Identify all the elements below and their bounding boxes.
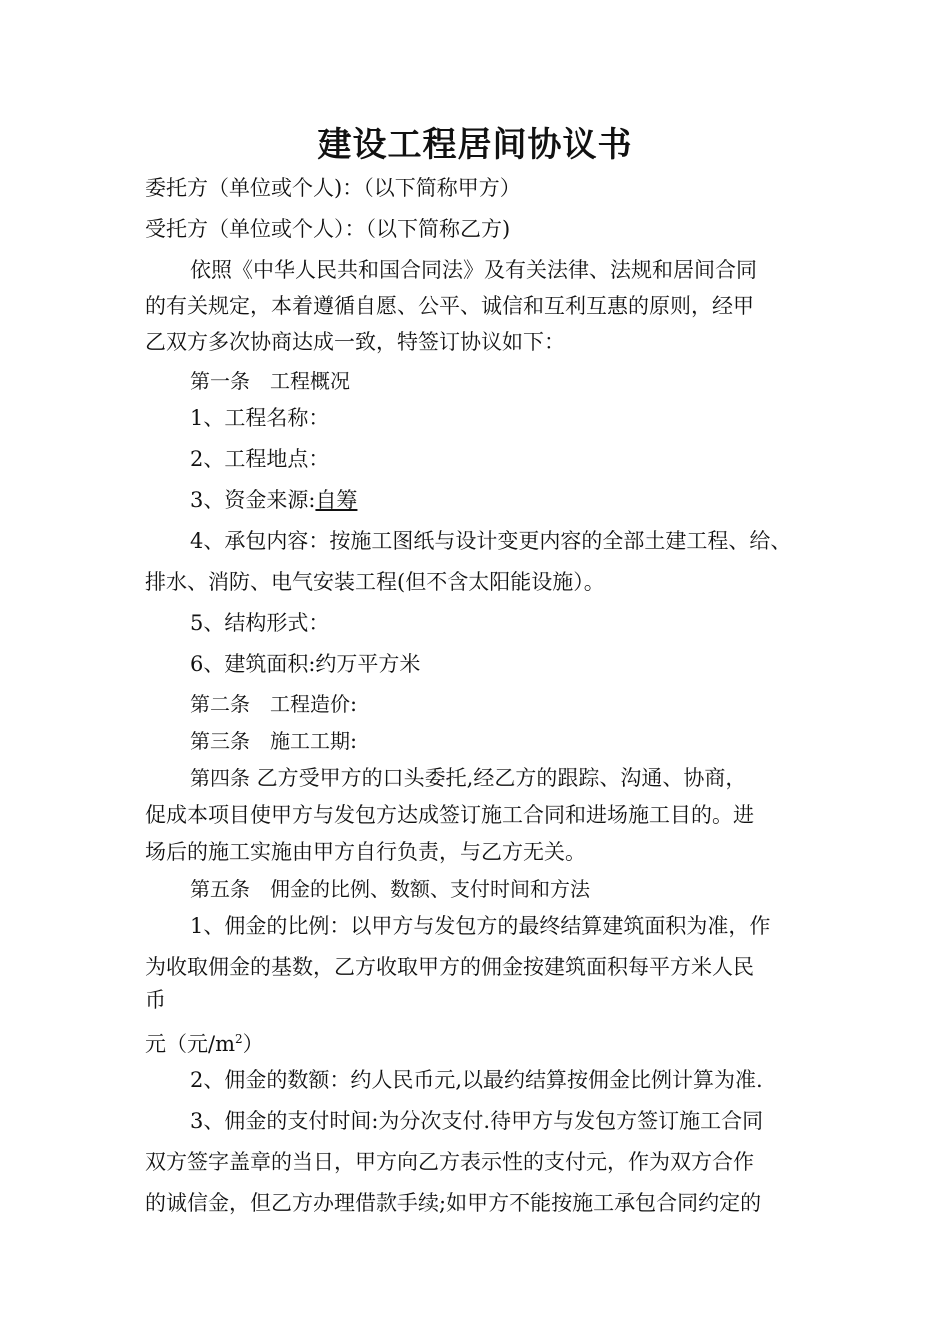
article-3-heading: 第三条 施工工期 [190, 729, 350, 753]
article-3-line [190, 727, 357, 755]
funding-value: 自筹 [315, 488, 358, 512]
party-b-line: 受托方（单位或个人）：（以下简称乙方) [145, 217, 511, 241]
article-4-text-1: 乙方受甲方的口头委托,经乙方的跟踪、沟通、协商， [250, 766, 747, 790]
article-5-item-3-line-1: 3、佣金的支付时间:为分次支付.待甲方与发包方签订施工合同 [190, 1109, 764, 1133]
party-a-line: 委托方（单位或个人)：（以下简称甲方） [145, 176, 521, 200]
article-1-heading: 第一条 工程概况 [190, 369, 350, 393]
article-3-suffix: : [350, 729, 358, 753]
article-1-item-6: 6、建筑面积:约万平方米 [190, 652, 421, 676]
article-5-heading: 第五条 佣金的比例、数额、支付时间和方法 [190, 877, 590, 901]
intro-line-2: 的有关规定，本着遵循自愿、公平、诚信和互利互惠的原则，经甲 [145, 294, 754, 318]
article-5-unit-line [145, 1025, 264, 1058]
article-1-item-4-line-2: 排水、消防、电气安装工程(但不含太阳能设施）。 [145, 570, 605, 594]
article-1-item-1: 1、工程名称： [190, 406, 330, 430]
article-5-item-3-line-3: 的诚信金，但乙方办理借款手续;如甲方不能按施工承包合同约定的 [145, 1191, 762, 1215]
article-2-suffix: : [350, 692, 358, 716]
article-2-line [190, 690, 357, 718]
article-5-item-2: 2、佣金的数额：约人民币元,以最约结算按佣金比例计算为准. [190, 1068, 763, 1092]
article-1-item-5: 5、结构形式： [190, 611, 330, 635]
article-1-item-4-line-1: 4、承包内容：按施工图纸与设计变更内容的全部土建工程、给、 [190, 529, 792, 553]
unit-prefix: 元（元/m [145, 1032, 235, 1056]
article-1-item-3 [190, 486, 357, 514]
article-5-item-3-line-2: 双方签字盖章的当日，甲方向乙方表示性的支付元，作为双方合作 [145, 1150, 754, 1174]
article-2-heading: 第二条 工程造价 [190, 692, 350, 716]
article-4-heading: 第四条 [190, 766, 250, 790]
article-5-item-1-line-2: 为收取佣金的基数，乙方收取甲方的佣金按建筑面积每平方米人民 [145, 955, 754, 979]
article-4-line-1 [190, 764, 746, 792]
intro-line-1: 依照《中华人民共和国合同法》及有关法律、法规和居间合同 [190, 258, 757, 282]
intro-line-3: 乙双方多次协商达成一致，特签订协议如下： [145, 330, 565, 354]
article-1-item-2: 2、工程地点： [190, 447, 330, 471]
article-5-item-1-line-1: 1、佣金的比例：以甲方与发包方的最终结算建筑面积为准，作 [190, 914, 771, 938]
document-title: 建设工程居间协议书 [317, 125, 633, 165]
article-4-line-2: 促成本项目使甲方与发包方达成签订施工合同和进场施工目的。进 [145, 803, 754, 827]
article-5-item-1-line-3: 币 [145, 988, 166, 1012]
unit-suffix: ） [242, 1032, 264, 1056]
article-4-line-3: 场后的施工实施由甲方自行负责，与乙方无关。 [145, 840, 586, 864]
funding-label: 3、资金来源: [190, 488, 316, 512]
unit-superscript: 2 [235, 1032, 243, 1046]
